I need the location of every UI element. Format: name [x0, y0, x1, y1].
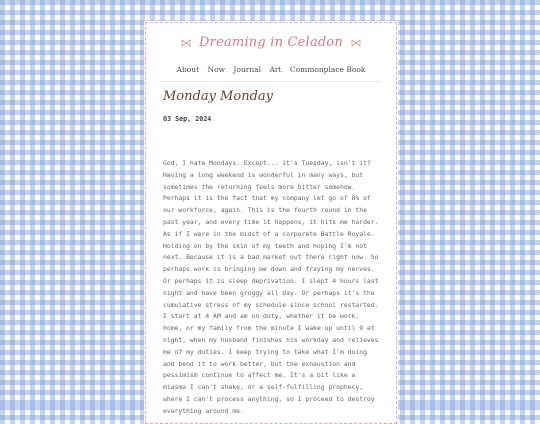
- nav-item-art[interactable]: Art: [269, 65, 282, 74]
- site-title-text[interactable]: Dreaming in Celadon: [199, 35, 343, 50]
- nav-item-commonplace-book[interactable]: Commonplace Book: [289, 65, 366, 74]
- nav-item-about[interactable]: About: [176, 65, 200, 74]
- post-body: God, I hate Mondays. Except... it's Tuesday, isn't it? Having a long weekend is wonderful in many ways, but sometimes the returning feels more bitter somehow. Perhaps it is the fact that my company let go of 8% of our workforce, again. This is the fourth round in the past year, and every time it happens, it hits me harder. As if I were in the midst of a corporate Battle Royale. Holding on by the skin of my teeth and hoping I'm not next. Because it is a bad market out there right now. So perhaps work is bringing me down and fraying my nerves. Or perhaps it is sleep deprivation. I slept 4 hours last night and have been groggy all day. Or perhaps it's the cumulative stress of my schedule since school restarted. I start at 4 AM and am on duty, whether it be work, home, or my family from the minute I wake up until 9 at night, when my husband finishes his workday and relieves me of my duties. I keep trying to take what I'm doing and bend it to work better, but the exhaustion and pessimism continue to affect me. It's a bit like a miasma I can't shake, or a self-fulfilling prophecy, where I can't process anything, so I proceed to destroy everything around me.: [163, 159, 379, 415]
- bow-icon: [351, 39, 361, 47]
- bow-icon: [181, 39, 191, 47]
- post-title: Monday Monday: [163, 89, 273, 104]
- nav-divider: [160, 81, 382, 82]
- site-header: [146, 23, 396, 65]
- site-title[interactable]: [146, 35, 396, 50]
- nav-item-journal[interactable]: Journal: [233, 65, 262, 74]
- main-nav: [146, 65, 396, 74]
- post-date: 03 Sep, 2024: [163, 115, 212, 123]
- content-card: [145, 22, 397, 424]
- nav-item-now[interactable]: Now: [207, 65, 226, 74]
